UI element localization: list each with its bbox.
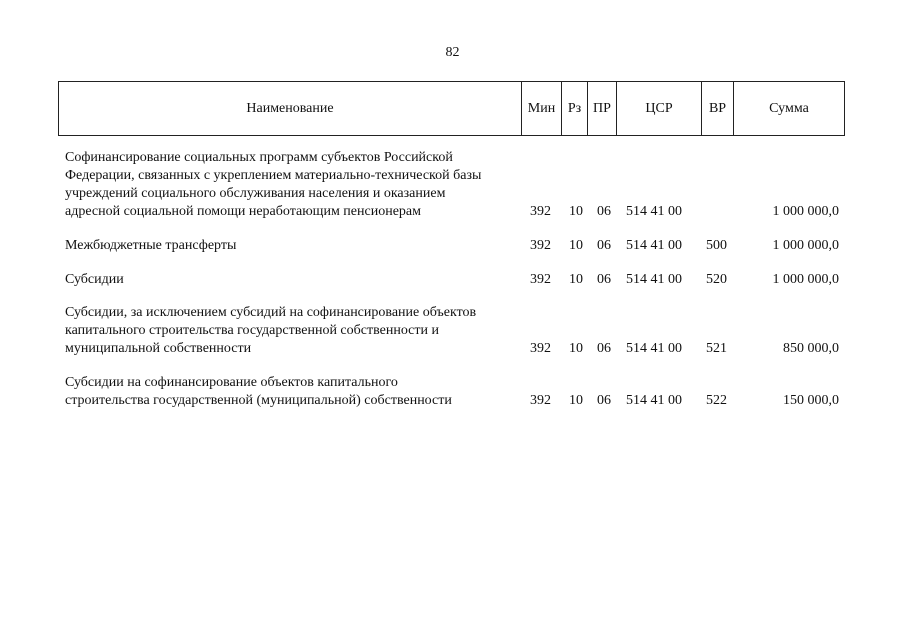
header-min: Мин bbox=[522, 82, 562, 135]
row-rz: 10 bbox=[569, 204, 583, 219]
row-pr: 06 bbox=[597, 341, 611, 356]
row-pr: 06 bbox=[597, 393, 611, 408]
row-name: Субсидии bbox=[65, 272, 124, 287]
header-vr: ВР bbox=[702, 82, 734, 135]
row-csr: 514 41 00 bbox=[626, 341, 682, 356]
header-csr: ЦСР bbox=[617, 82, 702, 135]
row-vr: 522 bbox=[706, 393, 727, 408]
row-rz: 10 bbox=[569, 341, 583, 356]
row-csr: 514 41 00 bbox=[626, 204, 682, 219]
row-vr: 521 bbox=[706, 341, 727, 356]
row-pr: 06 bbox=[597, 272, 611, 287]
page-number: 82 bbox=[445, 45, 460, 60]
row-sum: 1 000 000,0 bbox=[772, 204, 839, 219]
row-pr: 06 bbox=[597, 204, 611, 219]
row-name: Софинансирование социальных программ субъектов Российской Федерации, связанных с укреплением материально-технической базы учреждений социального обслуживания населения и оказанием адресной социальной помощи неработающим пенсионерам bbox=[65, 150, 482, 219]
row-pr: 06 bbox=[597, 238, 611, 253]
row-min: 392 bbox=[530, 204, 551, 219]
row-min: 392 bbox=[530, 238, 551, 253]
row-rz: 10 bbox=[569, 272, 583, 287]
row-name: Межбюджетные трансферты bbox=[65, 238, 237, 253]
row-csr: 514 41 00 bbox=[626, 393, 682, 408]
header-name: Наименование bbox=[59, 82, 522, 135]
row-rz: 10 bbox=[569, 238, 583, 253]
row-sum: 1 000 000,0 bbox=[772, 238, 839, 253]
row-min: 392 bbox=[530, 393, 551, 408]
row-name: Субсидии, за исключением субсидий на софинансирование объектов капитального строительства государственной собственности и муниципальной собственности bbox=[65, 305, 477, 356]
header-pr: ПР bbox=[588, 82, 617, 135]
row-sum: 850 000,0 bbox=[783, 341, 839, 356]
row-name: Субсидии на софинансирование объектов капитального строительства государственной (муниципальной) собственности bbox=[65, 375, 452, 408]
row-vr: 500 bbox=[706, 238, 727, 253]
row-vr: 520 bbox=[706, 272, 727, 287]
row-min: 392 bbox=[530, 272, 551, 287]
row-sum: 150 000,0 bbox=[783, 393, 839, 408]
row-min: 392 bbox=[530, 341, 551, 356]
row-sum: 1 000 000,0 bbox=[772, 272, 839, 287]
header-rz: Рз bbox=[562, 82, 588, 135]
header-sum: Сумма bbox=[769, 100, 809, 116]
row-csr: 514 41 00 bbox=[626, 272, 682, 287]
row-csr: 514 41 00 bbox=[626, 238, 682, 253]
row-rz: 10 bbox=[569, 393, 583, 408]
